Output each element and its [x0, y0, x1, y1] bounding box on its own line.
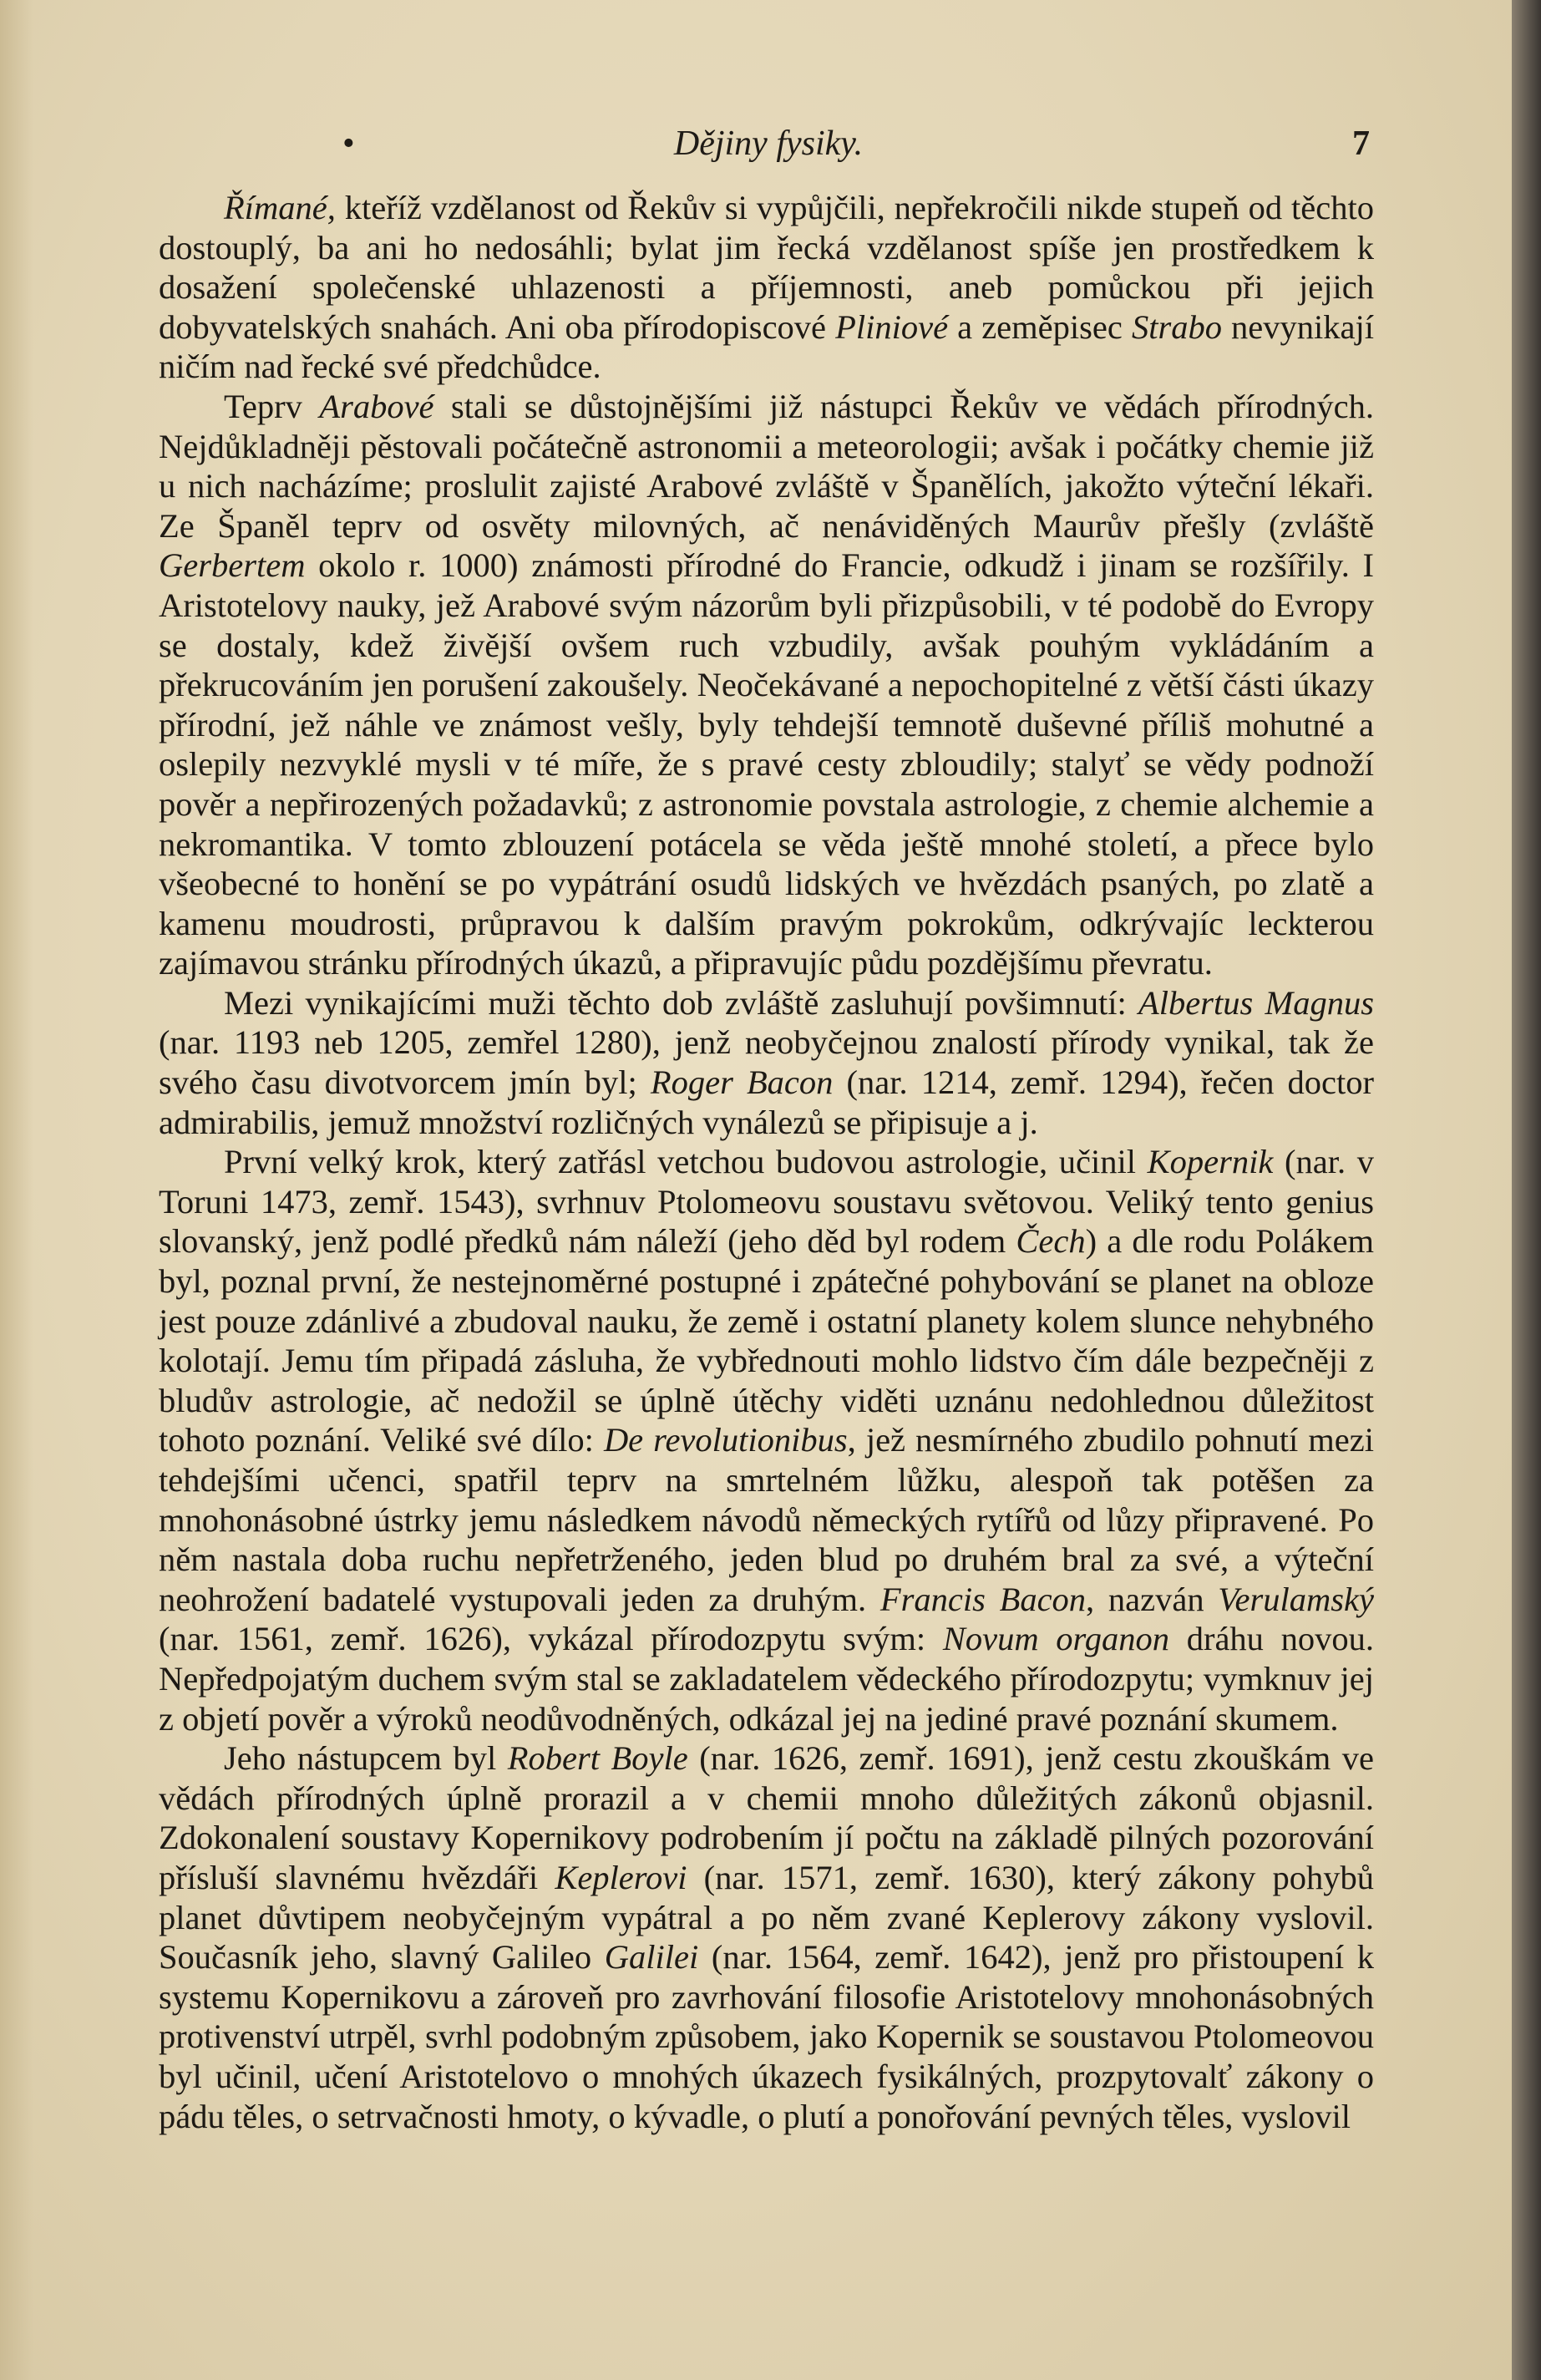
emph-novum-organon: Novum organon: [942, 1620, 1170, 1658]
text-run: Mezi vynikajícími muži těchto dob zvláště zasluhují povšimnutí:: [224, 983, 1138, 1022]
text-run: (nar. 1561, zemř. 1626), vykázal přírodozpytu svým:: [159, 1620, 943, 1658]
running-header: [167, 124, 1370, 174]
text-run: nevynikají ničím nad řecké své předchůdce.: [159, 307, 1374, 386]
paragraph-copernicus: [159, 1142, 1374, 1738]
emph-arabove: Arabové: [319, 387, 434, 425]
text-run: dráhu novou. Nepředpojatým duchem svým stal se zakladatelem vědeckého přírodozpytu; vymknuv jej z objetí pověr a výroků neodůvodněných, odkázal jej na jediné pravé poznání skumem.: [159, 1620, 1374, 1738]
page-body-text: [159, 188, 1374, 2136]
emph-strabo: Strabo: [1131, 307, 1222, 346]
text-run: (nar. 1193 neb 1205, zemřel 1280), jenž neobyčejnou znalostí přírody vynikal, tak že svého času divotvorcem jmín byl;: [159, 1023, 1374, 1102]
text-run: stali se důstojnějšími již nástupci Řekův ve vědách přírodných. Nejdůkladněji pěstovali počátečně astronomii a meteorologii; avšak i počátky chemie již u nich nacházíme; proslulit zajisté Arabové zvláště v Španělích, jakožto výteční lékaři. Ze Španěl teprv od osvěty milovných, ač nenáviděných Maurův přešly (zvláště: [159, 387, 1374, 545]
emph-pliniove: Pliniové: [835, 307, 949, 346]
text-run: kteříž vzdělanost od Řekův si vypůjčili, nepřekročili nikde stupeň od těchto dostouplý, ba ani ho nedosáhli; bylat jim řecká vzdělanost spíše jen prostředkem k dosažení společenské uhlazenosti a příjemnosti, aneb pomůckou při jejich dobyvatelských snahách. Ani oba přírodopiscové: [159, 189, 1374, 346]
emph-galilei: Galilei: [604, 1938, 699, 1977]
text-run: (nar. 1626, zemř. 1691), jenž cestu zkouškám ve vědách přírodných úplně prorazil a v chemii mnoho důležitých zákonů objasnil. Zdokonalení soustavy Kopernikovy podrobením jí počtu na základě pilných pozorování přísluší slavnému hvězdáři: [159, 1739, 1374, 1896]
text-run: (nar. 1214, zemř. 1294), řečen doctor admirabilis, jemuž množství rozličných vynálezů se připisuje a j.: [159, 1063, 1374, 1141]
emph-keplerovi: Keplerovi: [555, 1858, 687, 1896]
text-run: (nar. v Toruni 1473, zemř. 1543), svrhnuv Ptolomeovu soustavu světovou. Veliký tento genius slovanský, jenž podlé předků nám náleží (jeho děd byl rodem: [159, 1143, 1375, 1261]
emph-francis-bacon: Francis Bacon: [879, 1580, 1087, 1618]
paragraph-romans: [159, 188, 1374, 387]
emph-kopernik: Kopernik: [1147, 1143, 1274, 1181]
paragraph-medieval: [159, 983, 1374, 1142]
page-spine-shadow: [0, 0, 33, 2380]
emph-robert-boyle: Robert Boyle: [507, 1739, 688, 1778]
text-run: První velký krok, který zatřásl vetchou budovou astrologie, učinil: [224, 1143, 1148, 1181]
paragraph-boyle-kepler-galilei: [159, 1738, 1374, 2136]
header-dot: •: [342, 124, 355, 163]
text-run: (nar. 1571, zemř. 1630), který zákony pohybů planet důvtipem neobyčejným vypátral a po něm zvané Keplerovy zákony vyslovil. Současník jeho, slavný Galileo: [159, 1858, 1375, 1977]
running-title: Dějiny fysiky.: [673, 124, 864, 163]
paragraph-arabs: [159, 387, 1374, 983]
text-run: okolo r. 1000) známosti přírodné do Francie, odkudž i jinam se rozšířily. I Aristotelovy nauky, jež Arabové svým názorům byli přizpůsobili, v té podobě do Evropy se dostaly, kdež živější ovšem ruch vzbudily, avšak pouhým vykládáním a překrucováním jen porušení zakoušely. Neočekávané a nepochopitelné z větší části úkazy přírodní, jež náhle ve známost vešly, byly tehdejší temnotě duševné příliš mohutné a oslepily nezvyklé mysli v té míře, že s pravé cesty zbloudily; stalyť se vědy podnoží pověr a nepřirozených požadavků; z astronomie povstala astrologie, z chemie alchemie a nekromantika. V tomto zblouzení potácela se věda ještě mnohé století, a přece bylo všeobecné to honění se po vypátrání osudů lidských ve hvězdách psaných, po zlatě a kamenu moudrosti, průpravou k dalším pravým pokrokům, odkrývajíc leckterou zajímavou stránku přírodných úkazů, a připravujíc půdu pozdějšímu převratu.: [159, 546, 1374, 982]
text-run: (nar. 1564, zemř. 1642), jenž pro přistoupení k systemu Kopernikovu a zároveň pro zavrhování filosofie Aristotelovy mnohonásobných protivenství utrpěl, svrhl podobným způsobem, jako Kopernik se soustavou Ptolomeovou byl učinil, učení Aristotelovo o mnohých úkazech fysikálných, prozpytovalť zákony o pádu těles, o setrvačnosti hmoty, o kývadle, o plutí a ponořování pevných těles, vyslovil: [159, 1938, 1374, 2135]
text-run: a zeměpisec: [948, 307, 1132, 346]
text-run: ) a dle rodu Polákem byl, poznal první, že nestejnoměrné postupné i zpátečné pohybování se planet na obloze jest pouze zdánlivé a zbudoval nauku, že země i ostatní planety kolem slunce nehybného kolotají. Jemu tím připadá zásluha, že vybřednouti mohlo lidstvo čím dále bezpečněji z bludův astrologie, ač nedožil se úplně útěchy viděti uznánu nedohlednou důležitost tohoto poznání. Veliké své dílo:: [159, 1222, 1374, 1459]
text-run: Teprv: [224, 387, 320, 425]
emph-de-revolutionibus: De revolutionibus: [603, 1421, 848, 1459]
text-run: , jež nesmírného zbudilo pohnutí mezi tehdejšími učenci, spatřil teprv na smrtelném lůžku, alespoň tak potěšen za mnohonásobné ústrky jemu následkem návodů německých rytířů od lůzy připravené. Po něm nastala doba ruchu nepřetrženého, jeden blud po druhém bral za své, a výteční neohrožení badatelé vystupovali jeden za druhým.: [159, 1421, 1375, 1618]
emph-gerbertem: Gerbertem: [159, 546, 306, 585]
book-edge-shadow: [1512, 0, 1541, 2380]
emph-rimane: Římané,: [224, 189, 336, 226]
emph-verulamsky: Verulamský: [1218, 1580, 1374, 1618]
page-number: 7: [1352, 124, 1370, 163]
text-run: Jeho nástupcem byl: [224, 1739, 508, 1778]
text-run: , nazván: [1086, 1580, 1219, 1618]
emph-roger-bacon: Roger Bacon: [650, 1063, 834, 1102]
emph-cech: Čech: [1016, 1222, 1086, 1261]
emph-albertus-magnus: Albertus Magnus: [1138, 983, 1374, 1022]
